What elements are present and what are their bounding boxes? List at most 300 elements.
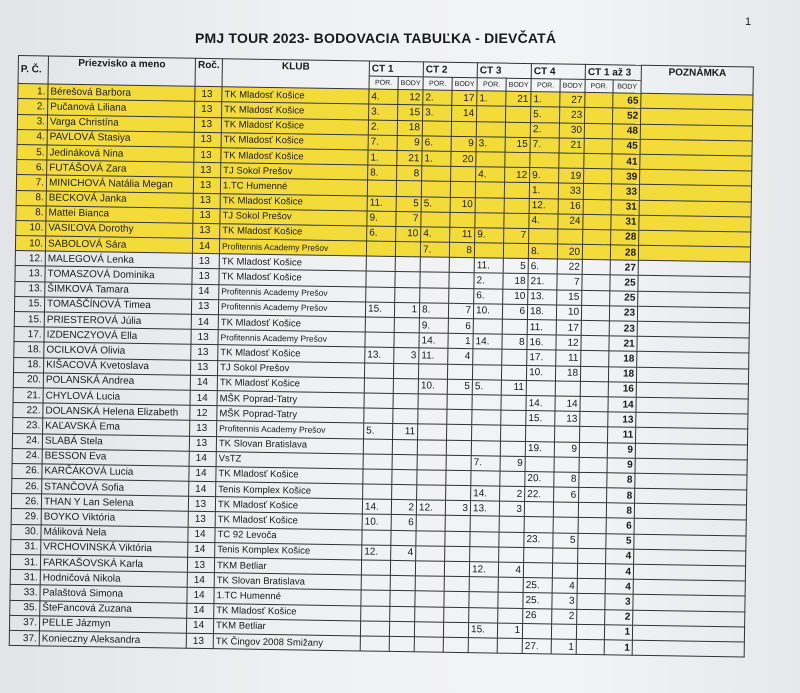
position-cell bbox=[364, 393, 393, 409]
points-cell: 4 bbox=[498, 562, 523, 578]
points-cell: 21 bbox=[559, 138, 584, 154]
position-cell: 9. bbox=[475, 228, 504, 244]
points-cell: 11 bbox=[450, 227, 475, 243]
total-position-cell bbox=[582, 260, 610, 276]
rank-cell: 31. bbox=[10, 554, 40, 570]
points-cell bbox=[395, 242, 420, 258]
total-points-cell: 21 bbox=[609, 336, 637, 352]
points-cell bbox=[390, 591, 415, 607]
rank-cell: 18. bbox=[14, 342, 44, 358]
note-cell bbox=[639, 215, 751, 232]
position-cell: 15. bbox=[365, 302, 394, 318]
points-cell bbox=[390, 606, 415, 622]
total-position-cell bbox=[578, 533, 606, 549]
total-position-cell bbox=[584, 123, 612, 139]
name-cell: ŠteFancová Zuzana bbox=[40, 600, 187, 617]
year-cell: 14 bbox=[188, 542, 215, 558]
club-cell: TK Mladosť Košice bbox=[219, 254, 366, 271]
name-cell: DOLANSKÁ Helena Elizabeth bbox=[43, 403, 190, 420]
note-cell bbox=[641, 93, 753, 110]
points-cell: 12 bbox=[505, 167, 530, 183]
total-points-cell: 3 bbox=[605, 594, 633, 610]
points-cell bbox=[392, 454, 417, 470]
total-position-cell bbox=[578, 503, 606, 519]
position-cell: 9. bbox=[419, 318, 448, 334]
rank-cell: 2. bbox=[18, 99, 48, 115]
rank-cell: 1. bbox=[18, 84, 48, 100]
standings-body bbox=[9, 84, 753, 657]
name-cell: SABOLOVÁ Sára bbox=[45, 236, 192, 253]
club-cell: TK Slovan Bratislava bbox=[214, 573, 361, 590]
club-cell: TK Mladosť Košice bbox=[217, 375, 364, 392]
club-cell: TK Mladosť Košice bbox=[222, 87, 369, 104]
points-cell: 16 bbox=[558, 199, 583, 215]
points-cell bbox=[393, 409, 418, 425]
club-cell: Profitennis Academy Prešov bbox=[219, 284, 366, 301]
year-cell: 14 bbox=[190, 375, 217, 391]
position-cell bbox=[415, 576, 444, 592]
total-position-cell bbox=[576, 624, 604, 640]
club-cell: TKM Betliar bbox=[214, 558, 361, 575]
name-cell: THAN Y Lan Selena bbox=[41, 494, 188, 511]
note-cell bbox=[635, 488, 747, 505]
position-cell bbox=[415, 606, 444, 622]
points-cell: 10 bbox=[503, 289, 528, 305]
position-cell: 9. bbox=[367, 211, 396, 227]
total-position-cell bbox=[579, 487, 607, 503]
total-points-cell: 8 bbox=[607, 488, 635, 504]
points-cell bbox=[444, 561, 469, 577]
position-cell: 10. bbox=[527, 365, 556, 381]
name-cell: KARČÁKOVÁ Lucia bbox=[42, 464, 189, 481]
note-cell bbox=[635, 473, 747, 490]
header-ct4: CT 4 bbox=[531, 64, 585, 80]
total-position-cell bbox=[576, 639, 604, 655]
total-points-cell: 1 bbox=[604, 625, 632, 641]
note-cell bbox=[636, 412, 748, 429]
points-cell: 15 bbox=[557, 290, 582, 306]
points-cell bbox=[500, 441, 525, 457]
club-cell: TK Čingov 2008 Smižany bbox=[213, 634, 360, 651]
total-position-cell bbox=[580, 411, 608, 427]
note-cell bbox=[634, 503, 746, 520]
note-cell bbox=[639, 230, 751, 247]
position-cell: 16. bbox=[527, 335, 556, 351]
year-cell: 13 bbox=[192, 254, 219, 270]
points-cell: 13 bbox=[555, 411, 580, 427]
points-cell bbox=[500, 471, 525, 487]
position-cell: 3. bbox=[476, 136, 505, 152]
position-cell: 6. bbox=[474, 288, 503, 304]
club-cell: 1.TC Humenné bbox=[214, 588, 361, 605]
rank-cell: 8. bbox=[16, 205, 46, 221]
position-cell bbox=[524, 547, 553, 563]
position-cell bbox=[472, 425, 501, 441]
points-cell: 3 bbox=[445, 501, 470, 517]
header-ct2: CT 2 bbox=[423, 62, 477, 78]
position-cell bbox=[367, 180, 396, 196]
position-cell: 14. bbox=[419, 333, 448, 349]
club-cell: TK Mladosť Košice bbox=[214, 603, 361, 620]
year-cell: 14 bbox=[192, 284, 219, 300]
points-cell bbox=[553, 517, 578, 533]
name-cell: IZDENCZYOVÁ Ella bbox=[44, 327, 191, 344]
position-cell bbox=[469, 577, 498, 593]
club-cell: TJ Sokol Prešov bbox=[221, 163, 368, 180]
rank-cell: 13. bbox=[15, 266, 45, 282]
club-cell: TK Mladosť Košice bbox=[222, 102, 369, 119]
points-cell bbox=[389, 636, 414, 652]
points-cell: 12 bbox=[398, 90, 423, 106]
points-cell bbox=[555, 381, 580, 397]
points-cell: 4 bbox=[391, 545, 416, 561]
points-cell: 30 bbox=[559, 123, 584, 139]
name-cell: POLANSKÁ Andrea bbox=[43, 373, 190, 390]
points-cell: 9 bbox=[451, 136, 476, 152]
note-cell bbox=[636, 382, 748, 399]
points-cell bbox=[501, 410, 526, 426]
points-cell: 9 bbox=[554, 441, 579, 457]
points-cell: 4 bbox=[552, 578, 577, 594]
position-cell: 10. bbox=[362, 514, 391, 530]
note-cell bbox=[638, 261, 750, 278]
position-cell: 8. bbox=[528, 244, 557, 260]
position-cell bbox=[417, 485, 446, 501]
note-cell bbox=[640, 154, 752, 171]
header-rank: P. Č. bbox=[18, 56, 48, 85]
rank-cell: 3. bbox=[17, 114, 47, 130]
points-cell: 15 bbox=[505, 137, 530, 153]
club-cell: TK Mladosť Košice bbox=[216, 467, 363, 484]
club-cell: TK Slovan Bratislava bbox=[216, 436, 363, 453]
rank-cell: 21. bbox=[13, 387, 43, 403]
rank-cell: 26. bbox=[12, 463, 42, 479]
note-cell bbox=[634, 519, 746, 536]
points-cell bbox=[392, 439, 417, 455]
total-position-cell bbox=[577, 563, 605, 579]
name-cell: PAVLOVÁ Stasiya bbox=[47, 130, 194, 147]
name-cell: Bérešová Barbora bbox=[48, 84, 195, 101]
position-cell bbox=[364, 378, 393, 394]
position-cell: 10. bbox=[418, 379, 447, 395]
year-cell: 13 bbox=[191, 299, 218, 315]
header-name: Priezvisko a meno bbox=[48, 56, 195, 86]
position-cell: 11. bbox=[419, 348, 448, 364]
position-cell bbox=[526, 380, 555, 396]
club-cell: MŠK Poprad-Tatry bbox=[217, 391, 364, 408]
position-cell bbox=[420, 272, 449, 288]
position-cell bbox=[473, 319, 502, 335]
position-cell: 2. bbox=[368, 120, 397, 136]
points-cell: 5 bbox=[503, 258, 528, 274]
club-cell: Profitennis Academy Prešov bbox=[218, 299, 365, 316]
points-cell bbox=[499, 532, 524, 548]
total-points-cell: 39 bbox=[612, 169, 640, 185]
year-cell: 13 bbox=[190, 360, 217, 376]
total-points-cell: 4 bbox=[605, 579, 633, 595]
position-cell: 6. bbox=[367, 226, 396, 242]
note-cell bbox=[634, 534, 746, 551]
points-cell: 18 bbox=[555, 366, 580, 382]
position-cell: 5. bbox=[421, 196, 450, 212]
points-cell: 22 bbox=[557, 259, 582, 275]
rank-cell: 10. bbox=[15, 236, 45, 252]
position-cell: 11. bbox=[527, 320, 556, 336]
points-cell: 14 bbox=[452, 106, 477, 122]
position-cell: 1. bbox=[368, 150, 397, 166]
note-cell bbox=[636, 428, 748, 445]
points-cell bbox=[443, 637, 468, 653]
note-cell bbox=[635, 443, 747, 460]
position-cell: 14. bbox=[526, 395, 555, 411]
points-cell: 19 bbox=[559, 168, 584, 184]
rank-cell: 15. bbox=[14, 296, 44, 312]
position-cell bbox=[421, 212, 450, 228]
points-cell bbox=[502, 350, 527, 366]
club-cell: 1.TC Humenné bbox=[220, 178, 367, 195]
position-cell bbox=[530, 152, 559, 168]
total-points-cell: 23 bbox=[609, 321, 637, 337]
points-cell bbox=[499, 517, 524, 533]
points-cell bbox=[446, 440, 471, 456]
total-points-cell: 8 bbox=[606, 503, 634, 519]
position-cell bbox=[470, 531, 499, 547]
year-cell: 13 bbox=[194, 147, 221, 163]
points-cell: 6 bbox=[554, 487, 579, 503]
position-cell bbox=[363, 438, 392, 454]
points-cell bbox=[446, 470, 471, 486]
points-cell bbox=[445, 516, 470, 532]
note-cell bbox=[635, 458, 747, 475]
subheader-body: BODY bbox=[560, 79, 585, 92]
rank-cell: 12. bbox=[15, 251, 45, 267]
points-cell bbox=[445, 546, 470, 562]
club-cell: Tenis Komplex Košice bbox=[216, 482, 363, 499]
position-cell: 13. bbox=[365, 347, 394, 363]
club-cell: Profitennis Academy Prešov bbox=[219, 239, 366, 256]
note-cell bbox=[633, 579, 745, 596]
year-cell: 13 bbox=[194, 132, 221, 148]
position-cell bbox=[416, 546, 445, 562]
note-cell bbox=[633, 595, 745, 612]
position-cell: 5. bbox=[472, 379, 501, 395]
header-ct-total: CT 1 až 3 bbox=[585, 64, 641, 80]
total-points-cell: 6 bbox=[606, 518, 634, 534]
total-position-cell bbox=[581, 320, 609, 336]
points-cell bbox=[559, 153, 584, 169]
points-cell: 8 bbox=[449, 242, 474, 258]
total-points-cell: 45 bbox=[612, 139, 640, 155]
total-position-cell bbox=[580, 427, 608, 443]
position-cell bbox=[414, 637, 443, 653]
points-cell: 7 bbox=[557, 274, 582, 290]
header-ct1: CT 1 bbox=[369, 61, 423, 77]
name-cell: Máliková Nela bbox=[41, 525, 188, 542]
points-cell: 10 bbox=[396, 226, 421, 242]
club-cell: TK Mladosť Košice bbox=[221, 148, 368, 165]
rank-cell: 24. bbox=[12, 448, 42, 464]
year-cell: 13 bbox=[186, 633, 213, 649]
total-points-cell: 1 bbox=[604, 640, 632, 656]
total-points-cell: 28 bbox=[610, 245, 638, 261]
position-cell bbox=[525, 456, 554, 472]
position-cell bbox=[468, 638, 497, 654]
total-points-cell: 4 bbox=[606, 549, 634, 565]
position-cell bbox=[361, 590, 390, 606]
points-cell bbox=[451, 166, 476, 182]
subheader-body: BODY bbox=[506, 78, 531, 91]
name-cell: ŠIMKOVÁ Tamara bbox=[45, 282, 192, 299]
points-cell bbox=[450, 182, 475, 198]
points-cell: 11 bbox=[556, 350, 581, 366]
position-cell: 21. bbox=[528, 274, 557, 290]
points-cell: 24 bbox=[558, 214, 583, 230]
name-cell: Hodničová Nikola bbox=[40, 570, 187, 587]
note-cell bbox=[638, 291, 750, 308]
club-cell: Profitennis Academy Prešov bbox=[218, 330, 365, 347]
name-cell: MINICHOVÁ Natália Megan bbox=[46, 175, 193, 192]
position-cell: 2. bbox=[423, 90, 452, 106]
position-cell: 12. bbox=[416, 500, 445, 516]
total-position-cell bbox=[582, 290, 610, 306]
position-cell bbox=[471, 471, 500, 487]
year-cell: 14 bbox=[189, 481, 216, 497]
club-cell: TKM Betliar bbox=[213, 618, 360, 635]
club-cell: TK Mladosť Košice bbox=[220, 224, 367, 241]
points-cell: 6 bbox=[391, 515, 416, 531]
rank-cell: 23. bbox=[13, 418, 43, 434]
club-cell: Tenis Komplex Košice bbox=[215, 542, 362, 559]
points-cell bbox=[501, 365, 526, 381]
year-cell: 13 bbox=[189, 436, 216, 452]
points-cell bbox=[396, 181, 421, 197]
rank-cell: 26. bbox=[12, 479, 42, 495]
points-cell bbox=[558, 229, 583, 245]
position-cell bbox=[471, 440, 500, 456]
position-cell: 4. bbox=[476, 167, 505, 183]
points-cell: 8 bbox=[554, 472, 579, 488]
position-cell: 12. bbox=[362, 545, 391, 561]
points-cell bbox=[498, 577, 523, 593]
rank-cell: 18. bbox=[14, 357, 44, 373]
points-cell: 18 bbox=[503, 274, 528, 290]
total-position-cell bbox=[585, 108, 613, 124]
points-cell bbox=[553, 502, 578, 518]
year-cell: 14 bbox=[188, 527, 215, 543]
points-cell bbox=[553, 548, 578, 564]
total-points-cell: 33 bbox=[611, 184, 639, 200]
position-cell: 15. bbox=[526, 411, 555, 427]
name-cell: Mattei Bianca bbox=[46, 206, 193, 223]
position-cell: 6. bbox=[422, 136, 451, 152]
position-cell bbox=[364, 408, 393, 424]
points-cell bbox=[449, 288, 474, 304]
year-cell: 13 bbox=[192, 269, 219, 285]
position-cell bbox=[417, 439, 446, 455]
total-position-cell bbox=[583, 229, 611, 245]
position-cell bbox=[529, 228, 558, 244]
position-cell bbox=[526, 426, 555, 442]
position-cell: 4. bbox=[421, 227, 450, 243]
points-cell bbox=[447, 425, 472, 441]
position-cell bbox=[363, 454, 392, 470]
position-cell: 7. bbox=[471, 455, 500, 471]
points-cell: 8 bbox=[397, 166, 422, 182]
position-cell bbox=[469, 607, 498, 623]
position-cell bbox=[414, 622, 443, 638]
total-points-cell: 14 bbox=[608, 397, 636, 413]
header-note: POZNÁMKA bbox=[641, 65, 753, 95]
total-points-cell: 31 bbox=[611, 199, 639, 215]
note-cell bbox=[637, 352, 749, 369]
total-position-cell bbox=[581, 305, 609, 321]
total-position-cell bbox=[583, 199, 611, 215]
total-position-cell bbox=[583, 184, 611, 200]
subheader-por: POR. bbox=[369, 76, 398, 89]
position-cell: 3. bbox=[369, 104, 398, 120]
position-cell bbox=[362, 530, 391, 546]
year-cell: 13 bbox=[187, 557, 214, 573]
year-cell: 13 bbox=[191, 345, 218, 361]
points-cell bbox=[446, 485, 471, 501]
points-cell bbox=[389, 621, 414, 637]
year-cell: 14 bbox=[187, 603, 214, 619]
points-cell bbox=[449, 273, 474, 289]
position-cell bbox=[365, 317, 394, 333]
position-cell bbox=[524, 517, 553, 533]
points-cell bbox=[506, 107, 531, 123]
year-cell: 14 bbox=[192, 238, 219, 254]
points-cell bbox=[447, 409, 472, 425]
rank-cell: 26. bbox=[11, 494, 41, 510]
total-position-cell bbox=[581, 366, 609, 382]
points-cell: 12 bbox=[556, 335, 581, 351]
position-cell: 1. bbox=[529, 183, 558, 199]
standings-table bbox=[9, 55, 754, 658]
position-cell bbox=[360, 621, 389, 637]
position-cell bbox=[470, 546, 499, 562]
points-cell: 2 bbox=[500, 486, 525, 502]
total-points-cell: 23 bbox=[609, 306, 637, 322]
points-cell bbox=[447, 394, 472, 410]
position-cell: 17. bbox=[527, 350, 556, 366]
points-cell: 1 bbox=[497, 623, 522, 639]
position-cell: 1. bbox=[531, 92, 560, 108]
position-cell bbox=[475, 182, 504, 198]
points-cell bbox=[503, 243, 528, 259]
position-cell bbox=[475, 197, 504, 213]
points-cell: 10 bbox=[450, 197, 475, 213]
rank-cell: 17. bbox=[14, 327, 44, 343]
points-cell bbox=[501, 395, 526, 411]
position-cell: 14. bbox=[473, 334, 502, 350]
year-cell: 13 bbox=[193, 208, 220, 224]
total-position-cell bbox=[579, 442, 607, 458]
points-cell: 1 bbox=[394, 302, 419, 318]
points-cell: 11 bbox=[501, 380, 526, 396]
note-cell bbox=[640, 139, 752, 156]
position-cell bbox=[475, 212, 504, 228]
rank-cell: 31. bbox=[10, 570, 40, 586]
year-cell: 14 bbox=[189, 466, 216, 482]
position-cell bbox=[360, 636, 389, 652]
points-cell: 17 bbox=[452, 91, 477, 107]
name-cell: TOMASZOVÁ Dominika bbox=[45, 266, 192, 283]
name-cell: PELLE Jázmyn bbox=[39, 616, 186, 633]
position-cell: 27. bbox=[522, 638, 551, 654]
name-cell: PRIESTEROVÁ Júlia bbox=[44, 312, 191, 329]
position-cell bbox=[472, 364, 501, 380]
